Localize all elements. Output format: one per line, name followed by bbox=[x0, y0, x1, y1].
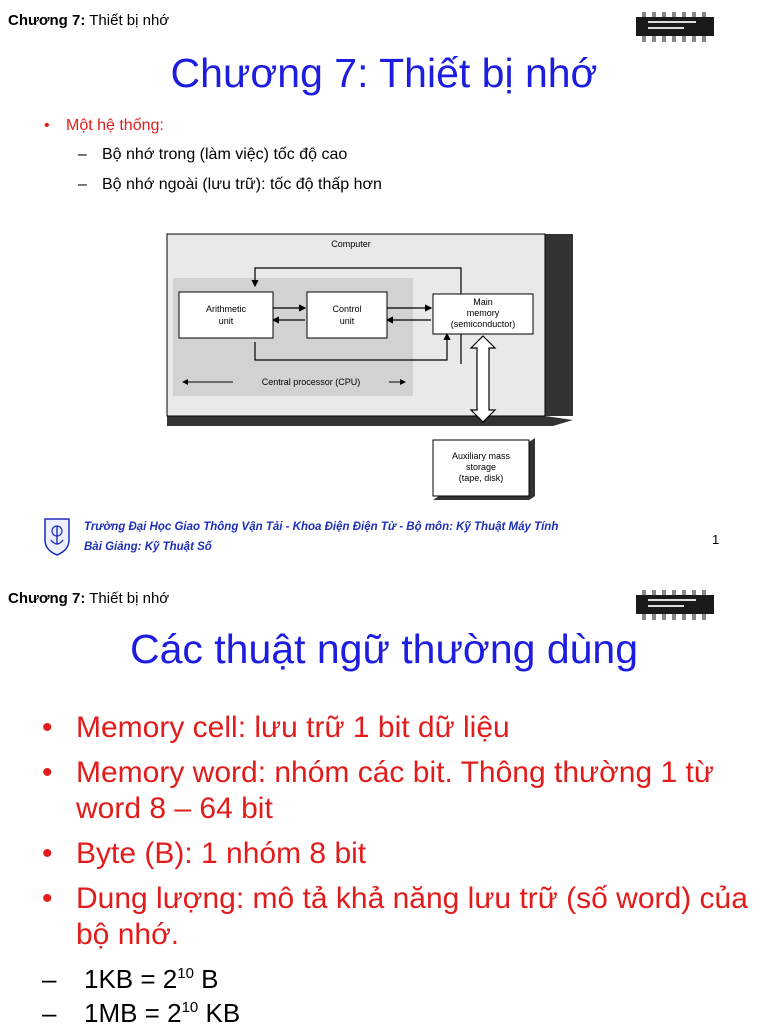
slide-2 bbox=[0, 578, 768, 1024]
sub-item-base: 1MB = 2 bbox=[84, 998, 182, 1024]
cpu-label: Central processor (CPU) bbox=[261, 377, 361, 387]
chip-icon bbox=[634, 12, 716, 42]
chip-icon bbox=[634, 590, 716, 620]
sub-item-unit: B bbox=[193, 964, 219, 994]
dash-icon: – bbox=[78, 176, 87, 193]
dash-icon: – bbox=[78, 146, 87, 163]
slide-title: Chương 7: Thiết bị nhớ bbox=[170, 50, 598, 96]
list-item-text: Memory word: nhóm các bit. Thông thường 1 từ word 8 – 64 bit bbox=[76, 756, 714, 825]
sub-item-unit: KB bbox=[198, 998, 241, 1024]
control-unit-label-2: unit bbox=[339, 316, 355, 326]
list-item bbox=[42, 755, 752, 827]
sub-item bbox=[42, 996, 752, 1024]
sub-item-base: 1KB = 2 bbox=[84, 964, 178, 994]
bullet-dot-icon: • bbox=[42, 756, 53, 789]
sub-item-text: Bộ nhớ trong (làm việc) tốc độ cao bbox=[102, 146, 348, 163]
aux-storage-label: Auxiliary mass bbox=[451, 451, 511, 461]
slide-divider bbox=[0, 568, 768, 578]
footer-course: Bài Giảng: Kỹ Thuật Số bbox=[84, 541, 212, 553]
list-item bbox=[42, 881, 752, 953]
main-memory-label-2: memory bbox=[466, 308, 500, 318]
chapter-label bbox=[8, 12, 169, 29]
terms-list bbox=[42, 710, 752, 1024]
list-item-text: Memory cell: lưu trữ 1 bit dữ liệu bbox=[76, 711, 510, 744]
computer-architecture-diagram bbox=[163, 230, 573, 505]
bullet-item bbox=[44, 117, 164, 135]
aux-storage-label-3: (tape, disk) bbox=[458, 473, 504, 483]
sub-item-text: Bộ nhớ ngoài (lưu trữ): tốc độ thấp hơn bbox=[102, 176, 382, 193]
bullet-dot-icon: • bbox=[44, 117, 50, 134]
arithmetic-unit-label-2: unit bbox=[218, 316, 234, 326]
chapter-label-number: Chương 7: bbox=[8, 590, 86, 607]
aux-storage-label-2: storage bbox=[465, 462, 497, 472]
chapter-label-text: Thiết bị nhớ bbox=[89, 12, 170, 29]
bullet-dot-icon: • bbox=[42, 882, 53, 915]
arithmetic-unit-label: Arithmetic bbox=[205, 304, 247, 314]
footer-university: Trường Đại Học Giao Thông Vận Tải - Khoa Điện Điện Tử - Bộ môn: Kỹ Thuật Máy Tính bbox=[84, 521, 559, 533]
dash-icon: – bbox=[42, 964, 57, 994]
university-logo-icon bbox=[42, 516, 72, 556]
main-memory-label: Main bbox=[473, 297, 493, 307]
chapter-label-text: Thiết bị nhớ bbox=[89, 590, 170, 607]
sub-item-exponent: 10 bbox=[181, 999, 199, 1016]
sub-item-exponent: 10 bbox=[177, 965, 194, 982]
control-unit-label: Control bbox=[332, 304, 362, 314]
list-item-text: Byte (B): 1 nhóm 8 bit bbox=[76, 837, 367, 870]
list-item-text: Dung lượng: mô tả khả năng lưu trữ (số word) của bộ nhớ. bbox=[76, 882, 748, 951]
computer-label: Computer bbox=[331, 239, 371, 249]
dash-icon: – bbox=[42, 998, 57, 1024]
slide-title: Các thuật ngữ thường dùng bbox=[129, 626, 639, 672]
sub-item bbox=[78, 146, 347, 164]
chapter-label-number: Chương 7: bbox=[8, 12, 86, 29]
sub-item bbox=[78, 176, 382, 194]
list-item bbox=[42, 836, 752, 872]
main-memory-label-3: (semiconductor) bbox=[450, 319, 516, 329]
chapter-label bbox=[8, 590, 169, 607]
page-number: 1 bbox=[712, 532, 720, 547]
bullet-text: Một hệ thống: bbox=[66, 117, 164, 134]
bullet-dot-icon: • bbox=[42, 711, 53, 744]
list-item bbox=[42, 710, 752, 746]
sub-item bbox=[42, 962, 752, 996]
bullet-dot-icon: • bbox=[42, 837, 53, 870]
